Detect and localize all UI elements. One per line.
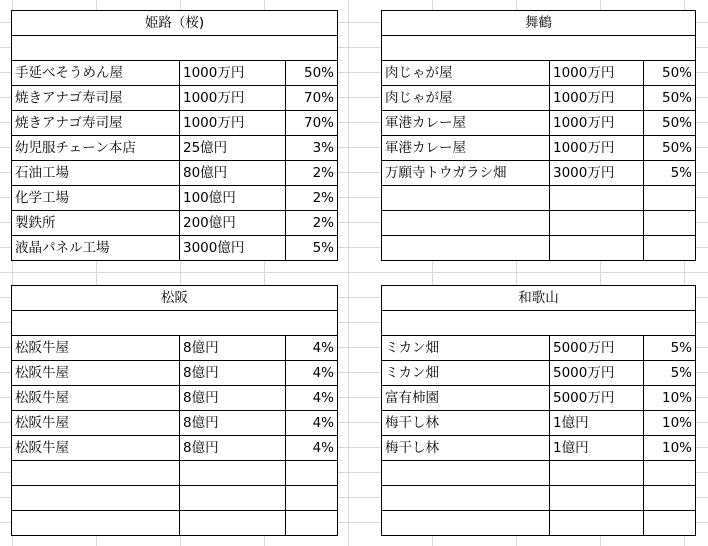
rate-cell[interactable] [644,236,696,261]
rate-cell[interactable]: 4% [286,411,338,436]
price-cell[interactable]: 1000万円 [180,86,286,111]
table-row [12,511,338,536]
table-title[interactable]: 舞鶴 [382,11,696,36]
table-row [12,411,338,436]
table-row [382,61,696,86]
property-table-himeji [11,10,338,261]
table-row [382,186,696,211]
table-row [382,511,696,536]
price-cell[interactable]: 80億円 [180,161,286,186]
table-row [12,436,338,461]
shop-name-cell[interactable]: 焼きアナゴ寿司屋 [12,86,180,111]
shop-name-cell[interactable] [382,461,550,486]
price-cell[interactable]: 8億円 [180,336,286,361]
price-cell[interactable]: 8億円 [180,411,286,436]
rate-cell[interactable] [644,511,696,536]
shop-name-cell[interactable] [12,486,180,511]
rate-cell[interactable]: 10% [644,436,696,461]
rate-cell[interactable]: 50% [286,61,338,86]
price-cell[interactable]: 1000万円 [180,61,286,86]
rate-cell[interactable] [644,186,696,211]
price-cell[interactable]: 1000万円 [550,136,644,161]
table-row [382,336,696,361]
table-row [382,436,696,461]
rate-cell[interactable]: 2% [286,211,338,236]
price-cell[interactable]: 8億円 [180,436,286,461]
table-row [382,486,696,511]
price-cell[interactable]: 25億円 [180,136,286,161]
shop-name-cell[interactable]: 幼児服チェーン本店 [12,136,180,161]
shop-name-cell[interactable]: 松阪牛屋 [12,436,180,461]
table-row [12,336,338,361]
price-cell[interactable]: 1億円 [550,411,644,436]
table-row [12,136,338,161]
rate-cell[interactable]: 5% [644,361,696,386]
table-row [12,111,338,136]
shop-name-cell[interactable]: 松阪牛屋 [12,336,180,361]
price-cell[interactable]: 1000万円 [550,86,644,111]
shop-name-cell[interactable] [382,486,550,511]
shop-name-cell[interactable] [12,461,180,486]
table-row [382,236,696,261]
shop-name-cell[interactable] [382,186,550,211]
rate-cell[interactable]: 4% [286,361,338,386]
shop-name-cell[interactable] [382,211,550,236]
price-cell[interactable]: 1000万円 [180,111,286,136]
rate-cell[interactable]: 50% [644,136,696,161]
price-cell[interactable]: 200億円 [180,211,286,236]
table-title[interactable]: 姫路（桜) [12,11,338,36]
shop-name-cell[interactable]: 梅干し林 [382,436,550,461]
shop-name-cell[interactable]: 松阪牛屋 [12,411,180,436]
rate-cell[interactable]: 4% [286,386,338,411]
shop-name-cell[interactable]: 肉じゃが屋 [382,86,550,111]
shop-name-cell[interactable]: 焼きアナゴ寿司屋 [12,111,180,136]
shop-name-cell[interactable]: 軍港カレー屋 [382,111,550,136]
price-cell[interactable]: 5000万円 [550,361,644,386]
price-cell[interactable]: 5000万円 [550,336,644,361]
table-row [12,386,338,411]
price-cell[interactable] [180,511,286,536]
shop-name-cell[interactable]: 化学工場 [12,186,180,211]
price-cell[interactable] [550,211,644,236]
table-row [382,361,696,386]
table-row [12,461,338,486]
price-cell[interactable]: 3000万円 [550,161,644,186]
price-cell[interactable]: 8億円 [180,361,286,386]
rate-cell[interactable]: 70% [286,111,338,136]
rate-cell[interactable]: 50% [644,86,696,111]
shop-name-cell[interactable]: 梅干し林 [382,411,550,436]
table-row [12,361,338,386]
shop-name-cell[interactable]: 松阪牛屋 [12,361,180,386]
shop-name-cell[interactable]: 手延べそうめん屋 [12,61,180,86]
price-cell[interactable] [550,461,644,486]
shop-name-cell[interactable] [382,511,550,536]
shop-name-cell[interactable]: 松阪牛屋 [12,386,180,411]
price-cell[interactable] [550,186,644,211]
shop-name-cell[interactable]: 万願寺トウガラシ畑 [382,161,550,186]
blank-cell[interactable] [12,311,338,336]
table-row [12,186,338,211]
price-cell[interactable]: 3000億円 [180,236,286,261]
table-row [382,386,696,411]
price-cell[interactable]: 8億円 [180,386,286,411]
shop-name-cell[interactable] [382,236,550,261]
table-title[interactable]: 松阪 [12,286,338,311]
table-row [382,86,696,111]
shop-name-cell[interactable]: 石油工場 [12,161,180,186]
rate-cell[interactable]: 10% [644,386,696,411]
shop-name-cell[interactable]: 肉じゃが屋 [382,61,550,86]
rate-cell[interactable]: 5% [286,236,338,261]
table-row [382,411,696,436]
rate-cell[interactable] [286,486,338,511]
table-row [12,86,338,111]
rate-cell[interactable]: 50% [644,111,696,136]
rate-cell[interactable]: 4% [286,436,338,461]
rate-cell[interactable] [644,211,696,236]
table-row [12,61,338,86]
rate-cell[interactable] [644,461,696,486]
price-cell[interactable] [550,511,644,536]
rate-cell[interactable]: 70% [286,86,338,111]
rate-cell[interactable] [644,486,696,511]
table-row [12,161,338,186]
shop-name-cell[interactable]: 製鉄所 [12,211,180,236]
price-cell[interactable]: 1000万円 [550,111,644,136]
table-row [382,461,696,486]
rate-cell[interactable]: 10% [644,411,696,436]
table-row [382,211,696,236]
rate-cell[interactable]: 2% [286,161,338,186]
price-cell[interactable]: 1億円 [550,436,644,461]
price-cell[interactable]: 5000万円 [550,386,644,411]
table-row [12,211,338,236]
blank-cell[interactable] [382,36,696,61]
property-table-maizuru [381,10,696,261]
rate-cell[interactable]: 5% [644,161,696,186]
price-cell[interactable] [550,486,644,511]
rate-cell[interactable]: 4% [286,336,338,361]
rate-cell[interactable]: 5% [644,336,696,361]
rate-cell[interactable]: 2% [286,186,338,211]
table-row [382,111,696,136]
table-row [382,161,696,186]
price-cell[interactable]: 1000万円 [550,61,644,86]
price-cell[interactable]: 100億円 [180,186,286,211]
rate-cell[interactable] [286,511,338,536]
blank-cell[interactable] [382,311,696,336]
price-cell[interactable] [180,461,286,486]
price-cell[interactable] [180,486,286,511]
property-table-wakayama [381,285,696,536]
table-row [12,236,338,261]
shop-name-cell[interactable]: 軍港カレー屋 [382,136,550,161]
table-row [12,486,338,511]
shop-name-cell[interactable]: 液晶パネル工場 [12,236,180,261]
shop-name-cell[interactable]: ミカン畑 [382,361,550,386]
table-title[interactable]: 和歌山 [382,286,696,311]
property-table-matsusaka [11,285,338,536]
blank-cell[interactable] [12,36,338,61]
rate-cell[interactable]: 3% [286,136,338,161]
shop-name-cell[interactable] [12,511,180,536]
shop-name-cell[interactable]: 富有柿園 [382,386,550,411]
table-row [382,136,696,161]
rate-cell[interactable]: 50% [644,61,696,86]
shop-name-cell[interactable]: ミカン畑 [382,336,550,361]
rate-cell[interactable] [286,461,338,486]
price-cell[interactable] [550,236,644,261]
